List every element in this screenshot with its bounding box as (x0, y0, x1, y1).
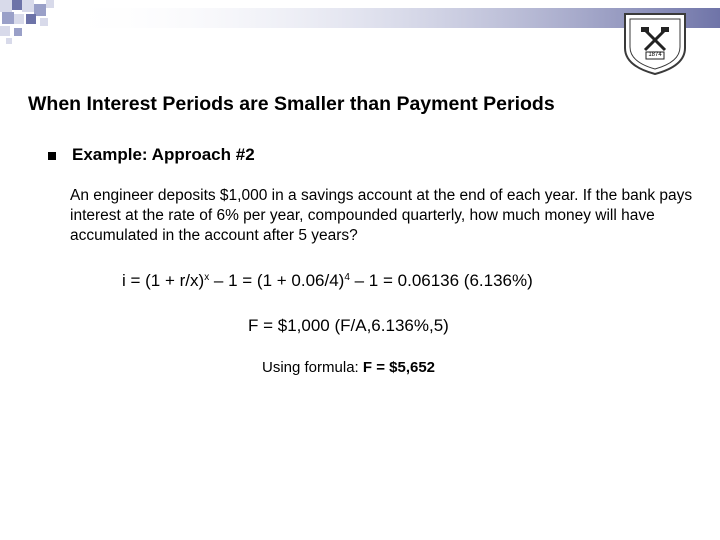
problem-paragraph: An engineer deposits $1,000 in a savings account at the end of each year. If the bank pays interest at the rate of 6% per year, compounded quarterly, how much money will have accumulated in the account after 5 years? (70, 187, 693, 244)
bullet-square-icon (48, 152, 56, 160)
banner-squares (0, 0, 54, 44)
equation1-part2: – 1 = (1 + 0.06/4) (209, 271, 345, 290)
formula-result-line (262, 359, 435, 376)
interest-rate-equation (122, 271, 533, 291)
equation1-exponent-x: x (204, 272, 210, 283)
formula-result: F = $5,652 (362, 359, 436, 376)
equation1-exponent-4: 4 (344, 272, 350, 283)
equation1-part3: – 1 = 0.06136 (6.136%) (349, 271, 533, 290)
banner-gradient-strip (60, 8, 720, 28)
example-subheading: Example: Approach #2 (72, 145, 255, 164)
future-value-equation: F = $1,000 (F/A,6.136%,5) (248, 316, 449, 335)
header-banner (0, 0, 720, 80)
seal-year: 1874 (648, 52, 662, 58)
formula-label: Using formula: (262, 359, 363, 376)
slide-title: When Interest Periods are Smaller than Payment Periods (28, 93, 555, 115)
university-seal-logo (625, 14, 685, 74)
equation1-part1: i = (1 + r/x) (122, 271, 205, 290)
